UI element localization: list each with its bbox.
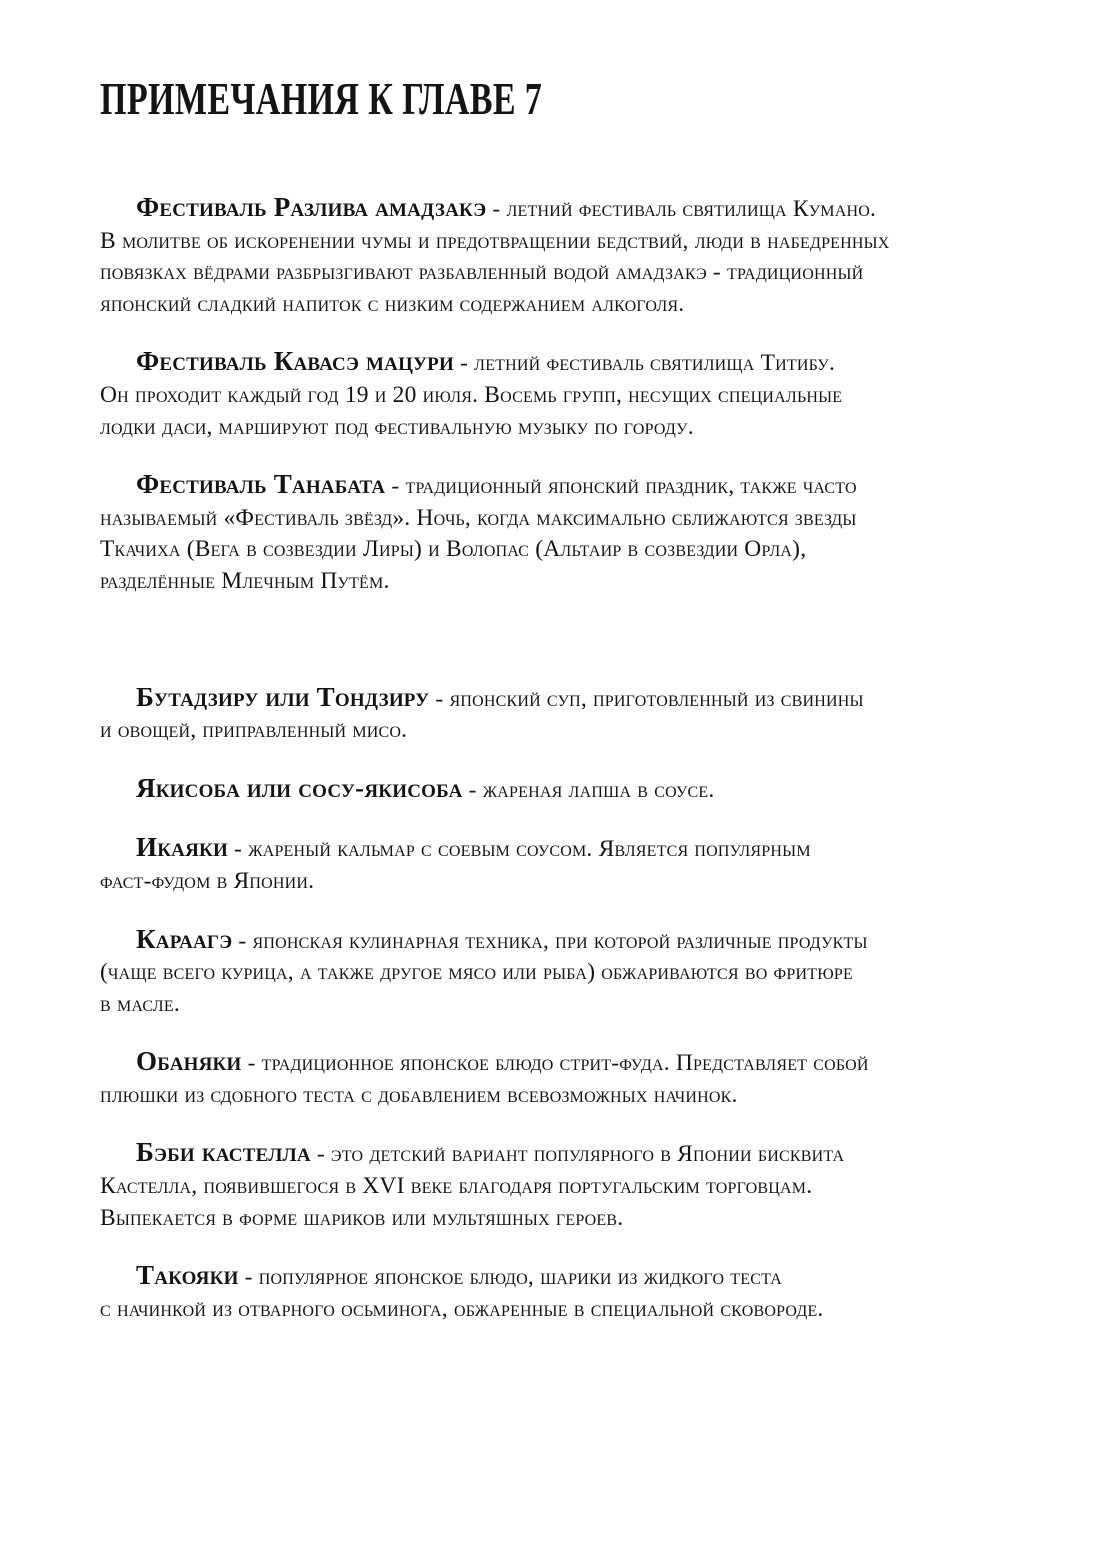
note-line: японский сладкий напиток с низким содержанием алкоголя.: [100, 290, 685, 317]
note-line: в масле.: [100, 990, 180, 1017]
note-first-line: Икаяки - жареный кальмар с соевым соусом. Является популярным: [136, 832, 811, 863]
note-term: Обаняки: [136, 1046, 242, 1077]
note-first-line: Такояки - популярное японское блюдо, шарики из жидкого теста: [136, 1260, 783, 1291]
page-title: ПРИМЕЧАНИЯ К ГЛАВЕ 7: [100, 73, 543, 124]
note-line: (чаще всего курица, а также другое мясо или рыба) обжариваются во фритюре: [100, 959, 853, 986]
note-term: Фестиваль Кавасэ мацури: [136, 346, 454, 377]
note-paragraph: [100, 1046, 1040, 1111]
note-line: лодки даси, маршируют под фестивальную музыку по городу.: [100, 413, 694, 440]
note-term: Бэби кастелла: [136, 1137, 311, 1168]
note-paragraph: [100, 773, 1040, 807]
note-paragraph: [100, 1137, 1040, 1234]
note-term: Фестиваль Танабата: [136, 469, 386, 500]
note-line: В молитве об искоренении чумы и предотвращении бедствий, люди в набедренных: [100, 227, 890, 254]
note-line: повязках вёдрами разбрызгивают разбавленный водой амадзакэ - традиционный: [100, 259, 864, 286]
note-term: Фестиваль Разлива амадзакэ: [136, 192, 487, 222]
note-line: Он проходит каждый год 19 и 20 июля. Восемь групп, несущих специальные: [100, 381, 843, 408]
note-line: фаст-фудом в Японии.: [100, 867, 315, 894]
note-line: Кастелла, появившегося в XVI веке благодаря португальским торговцам.: [100, 1173, 813, 1200]
note-line: называемый «Фестиваль звёзд». Ночь, когда максимально сближаются звезды: [100, 504, 857, 531]
note-line: Ткачиха (Вега в созвездии Лиры) и Волопас (Альтаир в созвездии Орла),: [100, 536, 807, 563]
note-first-line: Караагэ - японская кулинарная техника, при которой различные продукты: [136, 923, 868, 954]
note-line: и овощей, приправленный мисо.: [100, 717, 408, 744]
note-line: разделённые Млечным Путём.: [100, 567, 390, 594]
note-first-line: Якисоба или сосу-якисоба - жареная лапша в соусе.: [136, 772, 715, 803]
note-paragraph: [100, 682, 1040, 747]
note-term: Якисоба или сосу-якисоба: [136, 772, 463, 803]
note-first-line: Бутадзиру или Тондзиру - японский суп, приготовленный из свинины: [136, 681, 864, 712]
note-first-line: Фестиваль Разлива амадзакэ - летний фестиваль святилища Кумано.: [136, 192, 877, 222]
notes-list: [100, 192, 1040, 1325]
note-paragraph: [100, 192, 1040, 320]
note-line: с начинкой из отварного осьминога, обжаренные в специальной сковороде.: [100, 1295, 824, 1322]
note-paragraph: [100, 832, 1040, 897]
note-first-line: Бэби кастелла - это детский вариант популярного в Японии бисквита: [136, 1137, 845, 1168]
note-line: Выпекается в форме шариков или мультяшных героев.: [100, 1204, 624, 1231]
note-line: плюшки из сдобного теста с добавлением всевозможных начинок.: [100, 1081, 738, 1108]
note-term: Такояки: [136, 1260, 239, 1291]
note-term: Икаяки: [136, 832, 228, 863]
note-paragraph: [100, 1260, 1040, 1325]
note-paragraph: [100, 346, 1040, 443]
note-term: Бутадзиру или Тондзиру: [136, 681, 430, 712]
note-term: Караагэ: [136, 923, 233, 954]
note-paragraph: [100, 469, 1040, 597]
note-first-line: Фестиваль Танабата - традиционный японский праздник, также часто: [136, 469, 857, 500]
note-paragraph: [100, 924, 1040, 1021]
note-first-line: Фестиваль Кавасэ мацури - летний фестиваль святилища Титибу.: [136, 346, 836, 377]
note-first-line: Обаняки - традиционное японское блюдо стрит-фуда. Представляет собой: [136, 1046, 869, 1077]
